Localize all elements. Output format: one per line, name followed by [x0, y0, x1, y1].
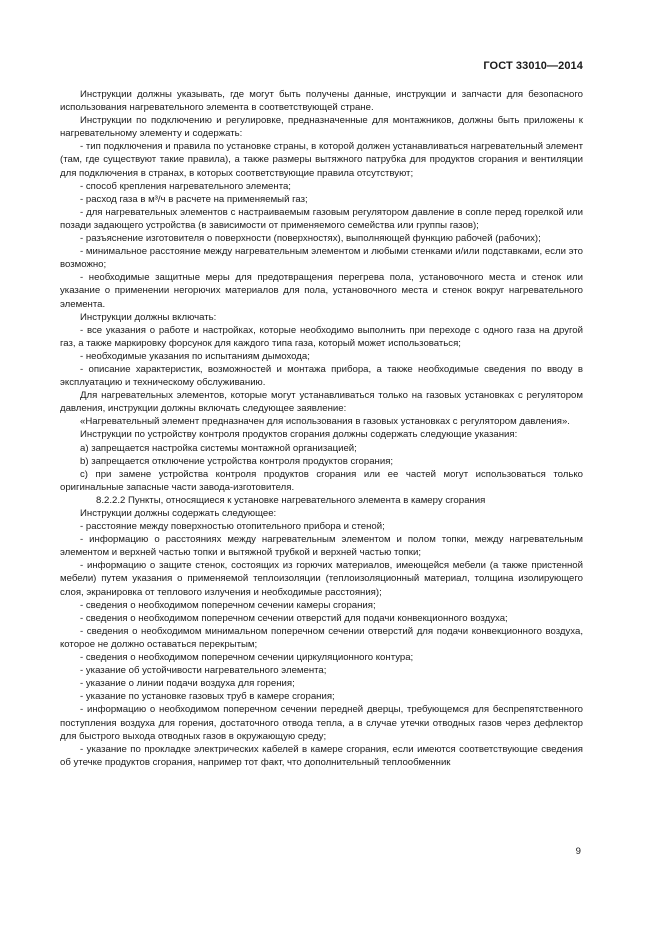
paragraph: - разъяснение изготовителя о поверхности (поверхностях), выполняющей функцию рабочей (рабочих);	[80, 233, 541, 245]
paragraph: - сведения о необходимом поперечном сечении отверстий для подачи конвекционного воздуха;	[80, 612, 508, 624]
paragraph: - сведения о необходимом минимальном поперечном сечении отверстий для подачи конвекционного воздуха, которое не должно оставаться перекрытым;	[60, 625, 583, 650]
paragraph: - расход газа в м³/ч в расчете на применяемый газ;	[80, 193, 308, 205]
paragraph: - указание по установке газовых труб в камере сгорания;	[80, 691, 335, 703]
paragraph: 8.2.2.2 Пункты, относящиеся к установке нагревательного элемента в камеру сгорания	[96, 494, 486, 506]
paragraph: Инструкции должны включать:	[80, 311, 217, 323]
paragraph: c) при замене устройства контроля продуктов сгорания или ее частей могут использоваться только оригинальные запасные части завода-изготовителя.	[60, 468, 583, 493]
paragraph: - информацию о расстояниях между нагревательным элементом и полом топки, между нагревательным элементом и верхней частью топки и вытяжной трубкой и верхней частью топки;	[60, 534, 583, 559]
paragraph: - информацию о необходимом поперечном сечении передней дверцы, требующемся для беспрепятственного поступления воздуха для горения, достаточного отвода тепла, а в случае утечки отводных газов через дефлектор для быстрого выхода отводных газов в окружающую среду;	[60, 704, 583, 742]
paragraph: Инструкции должны указывать, где могут быть получены данные, инструкции и запчасти для безопасного использования нагревательного элемента в соответствующей стране.	[60, 89, 583, 114]
paragraph: - сведения о необходимом поперечном сечении камеры сгорания;	[80, 599, 376, 611]
paragraph: - сведения о необходимом поперечном сечении циркуляционного контура;	[80, 652, 414, 664]
paragraph: - для нагревательных элементов с настраиваемым газовым регулятором давление в сопле перед горелкой или позади задающего устройства (в зависимости от применяемого семейства или группы газов);	[60, 206, 583, 231]
paragraph: - описание характеристик, возможностей и монтажа прибора, а также необходимые сведения по вводу в эксплуатацию и техническому обслуживанию.	[60, 363, 583, 389]
paragraph: Для нагревательных элементов, которые могут устанавливаться только на газовых установках с регулятором давления, инструкции должны включать следующее заявление:	[60, 390, 583, 415]
paragraph: - минимальное расстояние между нагревательным элементом и любыми стенками и/или подставками, если это возможно;	[60, 246, 583, 271]
paragraph: - необходимые защитные меры для предотвращения перегрева пола, установочного места и стенок или указание о применении негорючих материалов для пола, установочного места и стенок вокруг нагревательного элемента.	[60, 272, 583, 310]
paragraph: Инструкции по подключению и регулировке, предназначенные для монтажников, должны быть приложены к нагревательному элементу и содержать:	[60, 115, 583, 140]
document-header: ГОСТ 33010—2014	[483, 60, 583, 72]
paragraph: - все указания о работе и настройках, которые необходимо выполнить при переходе с одного газа на другой газ, а также маркировку форсунок для каждого типа газа, который может использоваться;	[60, 324, 583, 349]
paragraph: - указание по прокладке электрических кабелей в камере сгорания, если имеются соответствующие сведения об утечке продуктов сгорания, например тот факт, что дополнительный теплообменник	[60, 743, 583, 768]
paragraph: - тип подключения и правила по установке страны, в которой должен устанавливаться нагревательный элемент (там, где существуют такие правила), а также размеры вытяжного патрубка для продуктов сгорания и вентиляции для подключения в странах, в которых соответствующие правила отсутствуют;	[60, 141, 583, 179]
paragraph: a) запрещается настройка системы монтажной организацией;	[80, 442, 357, 454]
paragraph: - способ крепления нагревательного элемента;	[80, 180, 291, 192]
paragraph: - информацию о защите стенок, состоящих из горючих материалов, имеющейся мебели (а также пристенной мебели) путем указания о применяемой теплоизоляции (теплоизоляционный материал, толщина изолирующего слоя, экранировка от теплового излучения и необходимые расстояния);	[60, 560, 583, 598]
paragraph: - указание об устойчивости нагревательного элемента;	[80, 665, 327, 677]
paragraph: b) запрещается отключение устройства контроля продуктов сгорания;	[80, 455, 394, 467]
paragraph: Инструкции по устройству контроля продуктов сгорания должны содержать следующие указания:	[80, 429, 518, 441]
paragraph: - указание о линии подачи воздуха для горения;	[80, 678, 295, 690]
document-body	[60, 88, 583, 769]
paragraph: «Нагревательный элемент предназначен для использования в газовых установках с регулятором давления».	[80, 416, 570, 428]
paragraph: - необходимые указания по испытаниям дымохода;	[80, 350, 310, 362]
page-number: 9	[575, 846, 581, 857]
paragraph: - расстояние между поверхностью отопительного прибора и стеной;	[80, 521, 385, 533]
paragraph: Инструкции должны содержать следующее:	[80, 508, 277, 519]
